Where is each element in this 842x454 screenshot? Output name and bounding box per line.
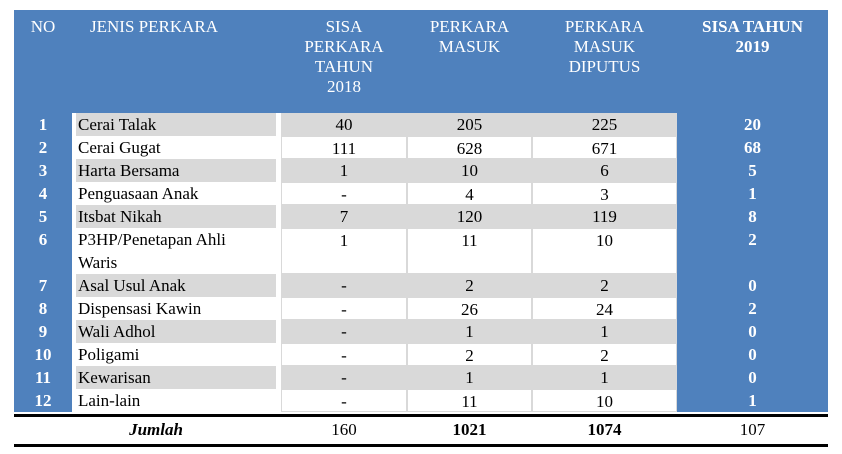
header-jenis: JENIS PERKARA	[90, 17, 218, 36]
row-diputus: 225	[532, 113, 677, 136]
header-masuk: PERKARA MASUK	[429, 17, 510, 56]
row-jenis: P3HP/Penetapan Ahli Waris	[76, 228, 276, 274]
row-masuk: 1	[407, 320, 532, 343]
row-masuk: 1	[407, 366, 532, 389]
row-no: 9	[14, 320, 72, 343]
row-no: 5	[14, 205, 72, 228]
row-sisa-2018: -	[281, 182, 407, 205]
row-jenis: Wali Adhol	[76, 320, 276, 343]
row-jenis: Dispensasi Kawin	[76, 297, 276, 320]
row-sisa-2019: 5	[677, 159, 828, 182]
row-no: 7	[14, 274, 72, 297]
row-no: 6	[14, 228, 72, 274]
row-sisa-2019: 2	[677, 228, 828, 274]
row-sisa-2019: 1	[677, 389, 828, 412]
row-masuk: 205	[407, 113, 532, 136]
row-masuk: 2	[407, 343, 532, 366]
row-sisa-2018: -	[281, 320, 407, 343]
row-sisa-2018: -	[281, 297, 407, 320]
table-row	[14, 320, 828, 343]
row-jenis: Cerai Talak	[76, 113, 276, 136]
row-diputus: 3	[532, 182, 677, 205]
header-sisa-2019: SISA TAHUN 2019	[702, 17, 803, 56]
row-masuk: 628	[407, 136, 532, 159]
table-row	[14, 205, 828, 228]
row-jenis: Poligami	[76, 343, 276, 366]
row-masuk: 11	[407, 228, 532, 274]
row-diputus: 6	[532, 159, 677, 182]
row-diputus: 119	[532, 205, 677, 228]
table-row	[14, 182, 828, 205]
row-jenis: Harta Bersama	[76, 159, 276, 182]
table-row	[14, 297, 828, 320]
row-diputus: 10	[532, 389, 677, 412]
row-no: 3	[14, 159, 72, 182]
table-footer	[14, 414, 828, 447]
table-row	[14, 343, 828, 366]
row-masuk: 26	[407, 297, 532, 320]
row-no: 12	[14, 389, 72, 412]
row-diputus: 2	[532, 343, 677, 366]
row-sisa-2018: 7	[281, 205, 407, 228]
row-no: 4	[14, 182, 72, 205]
row-jenis: Asal Usul Anak	[76, 274, 276, 297]
row-no: 11	[14, 366, 72, 389]
row-jenis: Penguasaan Anak	[76, 182, 276, 205]
row-jenis: Lain-lain	[76, 389, 276, 412]
row-sisa-2019: 68	[677, 136, 828, 159]
table-body	[14, 110, 828, 412]
row-no: 10	[14, 343, 72, 366]
row-sisa-2019: 0	[677, 343, 828, 366]
row-no: 1	[14, 113, 72, 136]
table-row	[14, 113, 828, 136]
row-jenis: Cerai Gugat	[76, 136, 276, 159]
row-sisa-2019: 2	[677, 297, 828, 320]
row-sisa-2018: -	[281, 366, 407, 389]
row-sisa-2018: 111	[281, 136, 407, 159]
row-jenis: Kewarisan	[76, 366, 276, 389]
row-masuk: 2	[407, 274, 532, 297]
table-row	[14, 159, 828, 182]
table-row	[14, 136, 828, 159]
row-sisa-2018: 40	[281, 113, 407, 136]
footer-masuk: 1021	[452, 420, 487, 439]
header-no: NO	[30, 17, 56, 36]
row-sisa-2019: 0	[677, 366, 828, 389]
row-no: 2	[14, 136, 72, 159]
footer-label: Jumlah	[129, 420, 183, 439]
row-sisa-2018: -	[281, 343, 407, 366]
table-row	[14, 274, 828, 297]
row-sisa-2018: 1	[281, 228, 407, 274]
table-header	[14, 10, 828, 110]
row-diputus: 10	[532, 228, 677, 274]
row-sisa-2019: 1	[677, 182, 828, 205]
footer-diputus: 1074	[587, 420, 622, 439]
row-sisa-2018: 1	[281, 159, 407, 182]
case-table	[14, 10, 828, 447]
row-diputus: 2	[532, 274, 677, 297]
row-sisa-2019: 20	[677, 113, 828, 136]
row-masuk: 10	[407, 159, 532, 182]
row-masuk: 11	[407, 389, 532, 412]
table-row	[14, 228, 828, 274]
row-sisa-2018: -	[281, 389, 407, 412]
row-sisa-2019: 0	[677, 320, 828, 343]
table-row	[14, 389, 828, 412]
footer-sisa-2019: 107	[739, 420, 766, 439]
row-sisa-2019: 0	[677, 274, 828, 297]
row-diputus: 24	[532, 297, 677, 320]
header-sisa-2018: SISA PERKARA TAHUN 2018	[304, 17, 384, 96]
row-diputus: 671	[532, 136, 677, 159]
row-diputus: 1	[532, 366, 677, 389]
row-diputus: 1	[532, 320, 677, 343]
header-diputus: PERKARA MASUK DIPUTUS	[564, 17, 645, 76]
row-masuk: 4	[407, 182, 532, 205]
row-masuk: 120	[407, 205, 532, 228]
footer-sisa-2018: 160	[331, 420, 357, 439]
row-no: 8	[14, 297, 72, 320]
row-jenis: Itsbat Nikah	[76, 205, 276, 228]
table-row	[14, 366, 828, 389]
row-sisa-2018: -	[281, 274, 407, 297]
row-sisa-2019: 8	[677, 205, 828, 228]
